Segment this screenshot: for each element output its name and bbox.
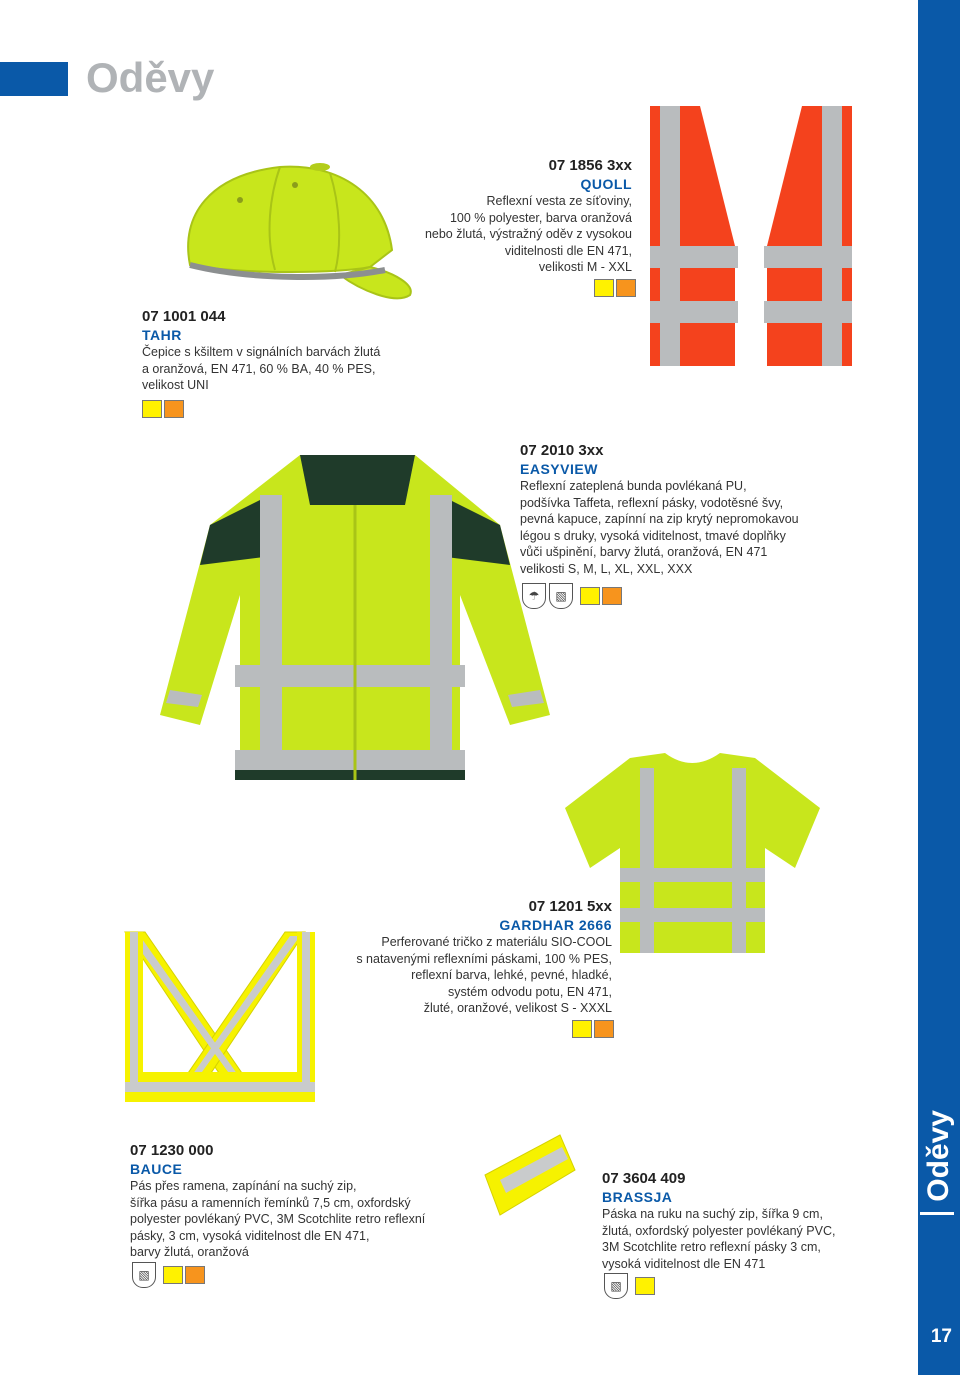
vest-image <box>640 96 862 396</box>
rain-protection-icon: ☂ <box>522 583 546 609</box>
swatch-orange <box>602 587 622 605</box>
product-desc-line: Páska na ruku na suchý zip, šířka 9 cm, <box>602 1207 823 1221</box>
hi-vis-vest-icon: ▧ <box>132 1262 156 1288</box>
product-name: QUOLL <box>580 176 632 192</box>
product-desc-line: velikosti M - XXL <box>538 260 632 275</box>
color-swatches <box>572 1020 614 1038</box>
product-name: TAHR <box>142 327 182 343</box>
product-brassja <box>602 1170 842 1272</box>
product-desc-line: nebo žlutá, výstražný oděv z vysokou <box>424 227 632 242</box>
certification-icons <box>522 583 622 609</box>
product-tahr <box>142 308 432 394</box>
swatch-yellow <box>142 400 162 418</box>
product-desc-line: 3M Scotchlite retro reflexní pásky 3 cm, <box>602 1240 821 1255</box>
product-desc-line: šířka pásu a ramenních řemínků 7,5 cm, oxfordský <box>130 1195 411 1210</box>
product-name: BRASSJA <box>602 1189 673 1205</box>
product-desc-line: pevná kapuce, zapínní na zip krytý nepromokavou <box>520 512 799 527</box>
side-tab-tick <box>920 1212 954 1215</box>
product-desc-line: viditelnosti dle EN 471, <box>504 243 632 258</box>
product-quoll <box>382 157 632 276</box>
side-tab-title: Oděvy <box>922 1110 955 1202</box>
swatch-orange <box>594 1020 614 1038</box>
product-code: 07 3604 409 <box>602 1170 686 1187</box>
hi-vis-vest-icon: ▧ <box>549 583 573 609</box>
swatch-yellow <box>594 279 614 297</box>
color-swatches <box>142 400 184 418</box>
product-desc-line: légou s druky, vysoká viditelnost, tmavé doplňky <box>520 528 786 543</box>
product-name: EASYVIEW <box>520 461 598 477</box>
product-code: 07 2010 3xx <box>520 442 604 459</box>
product-desc-line: a oranžová, EN 471, 60 % BA, 40 % PES, <box>142 361 376 376</box>
product-name: GARDHAR 2666 <box>499 917 612 933</box>
jacket-image <box>160 445 560 790</box>
product-desc-line: vysoká viditelnost dle EN 471 <box>602 1256 766 1271</box>
product-code: 07 1001 044 <box>142 308 226 325</box>
side-tab-divider <box>912 0 918 1375</box>
swatch-yellow <box>163 1266 183 1284</box>
product-desc-line: Perferované tričko z materiálu SIO-COOL <box>381 935 612 949</box>
product-code: 07 1201 5xx <box>528 898 612 915</box>
product-desc-line: podšívka Taffeta, reflexní pásky, vodotěsné švy, <box>520 495 784 510</box>
product-desc-line: Čepice s kšiltem v signálních barvách žlutá <box>142 345 381 359</box>
swatch-yellow <box>572 1020 592 1038</box>
shoulder-belt-image <box>115 922 325 1117</box>
product-desc-line: žluté, oranžové, velikost S - XXXL <box>423 1001 612 1016</box>
swatch-orange <box>185 1266 205 1284</box>
product-desc-line: velikosti S, M, L, XL, XXL, XXX <box>520 561 693 576</box>
product-desc-line: barvy žlutá, oranžová <box>130 1245 249 1260</box>
page-title: Oděvy <box>86 54 215 101</box>
product-desc-line: Reflexní zateplená bunda povlékaná PU, <box>520 479 747 493</box>
product-desc-line: s natavenými reflexními páskami, 100 % PES, <box>356 951 612 966</box>
product-code: 07 1856 3xx <box>548 157 632 174</box>
product-desc-line: pásky, 3 cm, vysoká viditelnost dle EN 471, <box>130 1228 370 1243</box>
product-desc-line: systém odvodu potu, EN 471, <box>448 984 612 999</box>
product-desc-line: reflexní barva, lehké, pevné, hladké, <box>411 968 612 983</box>
swatch-yellow <box>635 1277 655 1295</box>
hi-vis-vest-icon: ▧ <box>604 1273 628 1299</box>
product-desc-line: vůči ušpinění, barvy žlutá, oranžová, EN 471 <box>520 545 768 560</box>
product-desc-line: velikost UNI <box>142 378 209 393</box>
product-easyview <box>520 442 840 578</box>
product-code: 07 1230 000 <box>130 1142 214 1159</box>
product-desc-line: polyester povlékaný PVC, 3M Scotchlite retro reflexní <box>130 1212 426 1227</box>
color-swatches <box>594 279 636 297</box>
product-desc-line: žlutá, oxfordský polyester povlékaný PVC, <box>602 1223 836 1238</box>
swatch-orange <box>164 400 184 418</box>
certification-icons <box>132 1262 205 1288</box>
swatch-orange <box>616 279 636 297</box>
product-desc-line: Reflexní vesta ze síťoviny, <box>486 194 632 208</box>
product-desc-line: 100 % polyester, barva oranžová <box>449 210 632 225</box>
armband-image <box>480 1125 580 1225</box>
product-name: BAUCE <box>130 1161 183 1177</box>
product-gardhar <box>332 898 612 1017</box>
product-desc-line: Pás přes ramena, zapínání na suchý zip, <box>130 1179 357 1193</box>
product-bauce <box>130 1142 430 1261</box>
certification-icons <box>604 1273 655 1299</box>
swatch-yellow <box>580 587 600 605</box>
header-accent-block <box>0 62 68 96</box>
page-number: 17 <box>930 1326 952 1347</box>
